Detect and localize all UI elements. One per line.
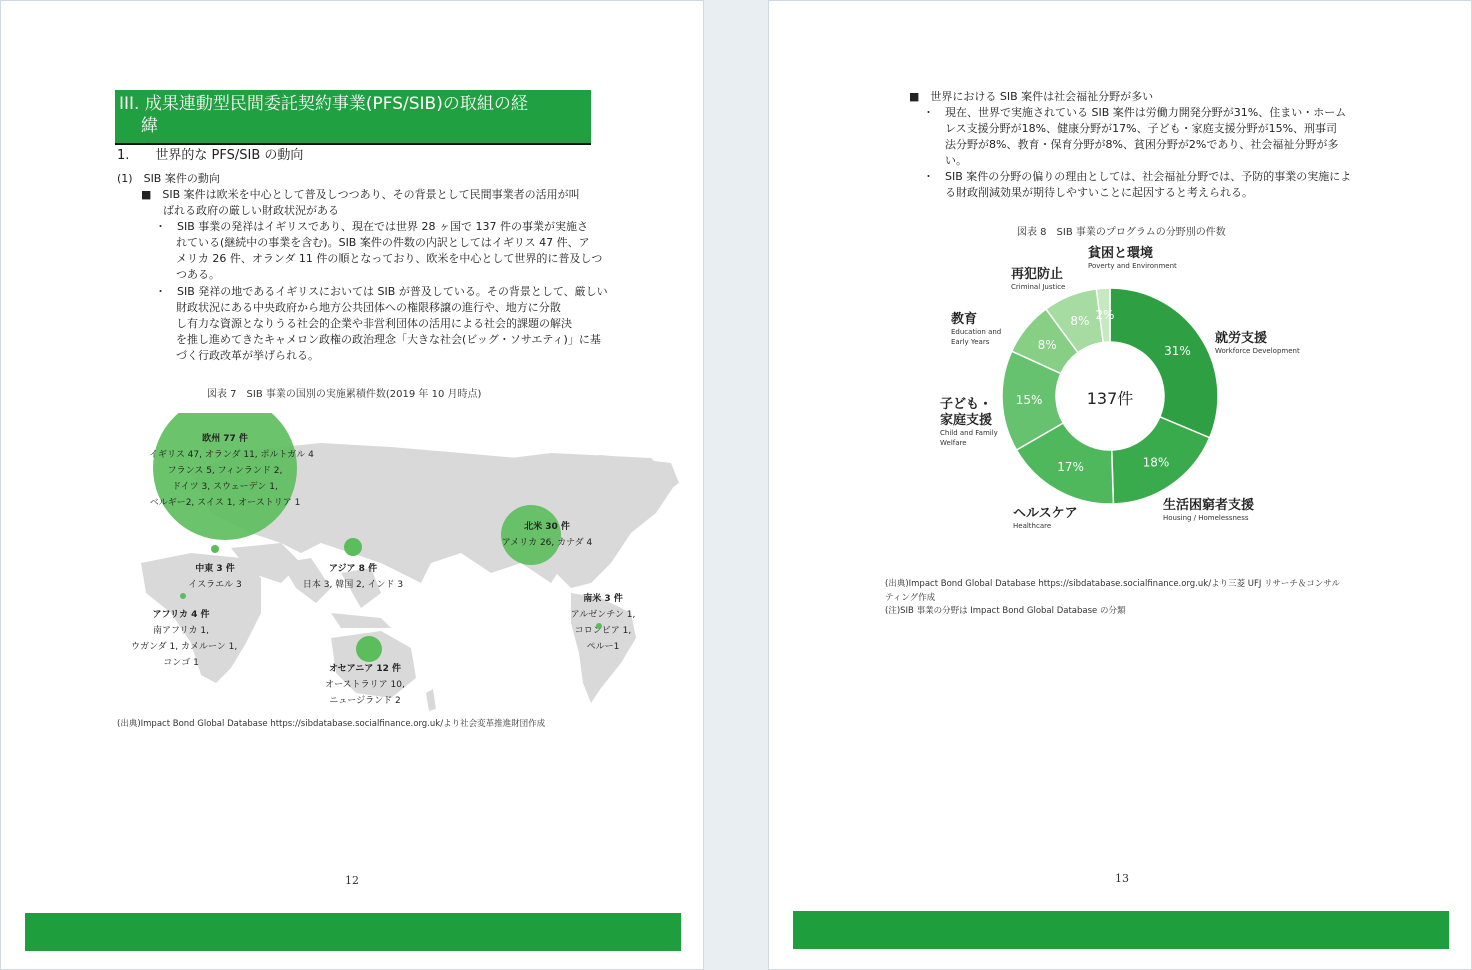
label-oceania-line1: オーストラリア 10, [325, 680, 405, 690]
sub-bullet-2-line3: し有力な資源となりうる社会的企業や非営利団体の活用による社会的課題の解決 [176, 317, 572, 330]
donut-chart [1001, 287, 1219, 505]
label-na-title: 北米 30 件 [524, 522, 570, 532]
cat-workforce-en: Workforce Development [1215, 347, 1300, 355]
label-middle-east [187, 561, 243, 593]
cat-poverty: 貧困と環境 [1088, 246, 1154, 261]
label-europe-line4: ベルギー2, スイス 1, オーストリア 1 [149, 498, 301, 508]
sub-bullet-2-line4: を推し進めてきたキャメロン政権の政治理念「大きな社会(ビッグ・ソサエティ)」に基 [176, 333, 601, 346]
sub-bullet-1-line2: れている(継続中の事業を含む)。SIB 案件の件数の内訳としてはイギリス 47 件、ア [176, 236, 590, 249]
label-south-america [567, 591, 639, 655]
label-europe-line3: ドイツ 3, スウェーデン 1, [172, 482, 278, 492]
label-africa-title: アフリカ 4 件 [152, 610, 210, 620]
page-13 [768, 0, 1472, 970]
right-sub-bullet-1-line3: 法分野が8%、教育・保育分野が8%、貧困分野が2%であり、社会福祉分野が多 [945, 138, 1339, 151]
label-europe-title: 欧州 77 件 [202, 434, 248, 444]
bubble-asia [344, 538, 362, 556]
section-title-line2: 緯 [141, 116, 158, 136]
page-number: 12 [345, 874, 359, 887]
label-sa-line3: ペルー1 [586, 642, 620, 652]
label-sa-line2: コロンビア 1, [574, 626, 632, 636]
label-oceania-title: オセアニア 12 件 [328, 664, 402, 674]
right-sub-bullet-1-line4: い。 [945, 154, 967, 167]
bubble-middle-east [211, 545, 219, 553]
label-asia-title: アジア 8 件 [328, 564, 378, 574]
donut-value-label: 17% [1057, 459, 1084, 474]
cat-child-family: 子ども・家庭支援 [940, 397, 993, 428]
figure-8-caption: 図表 8 SIB 事業のプログラムの分野別の件数 [1017, 227, 1226, 238]
label-africa-line1: 南アフリカ 1, [153, 626, 209, 636]
label-sa-title: 南米 3 件 [583, 594, 623, 604]
label-asia-line1: 日本 3, 韓国 2, インド 3 [302, 580, 404, 590]
donut-value-label: 18% [1142, 455, 1170, 470]
label-europe [149, 431, 314, 511]
cat-healthcare-en: Healthcare [1013, 522, 1052, 530]
page-number: 13 [1115, 872, 1129, 885]
cat-criminal-justice-en: Criminal Justice [1011, 283, 1066, 291]
sub-bullet-2-line5: づく行政改革が挙げられる。 [176, 349, 319, 362]
label-europe-line2: フランス 5, フィンランド 2, [167, 466, 283, 476]
figure-8-source-line1: (出典)Impact Bond Global Database https://sibdatabase.socialfinance.org.uk/より三菱 UFJ リサーチ＆コンサル [885, 579, 1341, 589]
section-title-line1: III. 成果連動型民間委託契約事業(PFS/SIB)の取組の経 [119, 94, 528, 114]
bubble-africa [180, 593, 186, 599]
donut-value-label: 8% [1037, 337, 1057, 352]
label-africa-line2: ウガンダ 1, カメルーン 1, [131, 642, 238, 652]
sub-bullet-2-line2: 財政状況にある中央政府から地方公共団体への権限移譲の進行や、地方に分散 [176, 301, 561, 314]
footer-bar [25, 913, 681, 951]
figure-7-caption: 図表 7 SIB 事業の国別の実施累積件数(2019 年 10 月時点) [207, 389, 482, 400]
label-sa-line1: アルゼンチン 1, [570, 610, 636, 620]
page-12 [0, 0, 704, 970]
label-north-america [499, 519, 595, 551]
donut-slice [1110, 288, 1218, 438]
donut-value-label: 15% [1015, 392, 1043, 407]
right-sub-bullet-1-line1: ・ 現在、世界で実施されている SIB 案件は労働力開発分野が31%、住まい・ホーム [923, 106, 1347, 119]
donut-center-label: 137件 [1086, 389, 1134, 408]
bullet-main-line1: ■ SIB 案件は欧米を中心として普及しつつあり、その背景として民間事業者の活用が叫 [141, 188, 580, 201]
cat-child-family-en: Child and Family Welfare [940, 429, 998, 447]
right-bullet-main: ■ 世界における SIB 案件は社会福祉分野が多い [909, 90, 1154, 103]
cat-workforce: 就労支援 [1215, 331, 1268, 346]
cat-healthcare: ヘルスケア [1013, 506, 1078, 521]
figure-8-note: (注)SIB 事業の分野は Impact Bond Global Database の分類 [885, 606, 1126, 616]
donut-value-label: 8% [1070, 313, 1090, 328]
section-title [115, 90, 591, 145]
donut-value-label: 2% [1095, 308, 1115, 323]
label-asia [301, 561, 405, 593]
donut-value-label: 31% [1164, 344, 1191, 359]
sub-bullet-2-line1: ・ SIB 発祥の地であるイギリスにおいては SIB が普及している。その背景として、厳しい [155, 285, 608, 298]
sub-bullet-1-line4: つある。 [176, 268, 220, 281]
cat-poverty-en: Poverty and Environment [1088, 262, 1177, 270]
figure-8-source-line2: ティング作成 [885, 593, 936, 603]
sub-bullet-1-line3: メリカ 26 件、オランダ 11 件の順となっており、欧米を中心として世界的に普及しつ [176, 252, 603, 265]
right-sub-bullet-1-line2: レス支援分野が18%、健康分野が17%、子ども・家庭支援分野が15%、刑事司 [945, 122, 1338, 135]
label-oceania [319, 661, 411, 709]
label-me-line1: イスラエル 3 [188, 580, 242, 590]
heading: (1) SIB 案件の動向 [117, 172, 220, 185]
cat-criminal-justice: 再犯防止 [1011, 267, 1064, 282]
right-sub-bullet-2-line1: ・ SIB 案件の分野の偏りの理由としては、社会福祉分野では、予防的事業の実施によ [923, 170, 1352, 183]
label-europe-line1: イギリス 47, オランダ 11, ポルトガル 4 [149, 450, 314, 460]
right-sub-bullet-2-line2: る財政削減効果が期待しやすいことに起因すると考えられる。 [945, 186, 1253, 199]
figure-7-source: (出典)Impact Bond Global Database https://sibdatabase.socialfinance.org.uk/より社会変革推進財団作成 [117, 719, 546, 729]
label-africa [131, 607, 238, 671]
cat-education-en: Education and Early Years [951, 328, 1002, 346]
cat-education: 教育 [951, 312, 978, 327]
sub-bullet-1-line1: ・ SIB 事業の発祥はイギリスであり、現在では世界 28 ヶ国で 137 件の事業が実施さ [155, 220, 589, 233]
subsection-title: 1. 世界的な PFS/SIB の動向 [117, 148, 304, 163]
label-oceania-line2: ニュージランド 2 [329, 696, 401, 706]
bubble-oceania [356, 636, 382, 662]
label-africa-line3: コンゴ 1 [163, 658, 199, 668]
footer-bar [793, 911, 1449, 949]
cat-housing-en: Housing / Homelessness [1163, 514, 1249, 522]
label-me-title: 中東 3 件 [195, 564, 235, 574]
bullet-main-line2: ばれる政府の厳しい財政状況がある [163, 204, 339, 217]
cat-housing: 生活困窮者支援 [1163, 498, 1255, 513]
label-na-line1: アメリカ 26, カナダ 4 [501, 538, 593, 548]
